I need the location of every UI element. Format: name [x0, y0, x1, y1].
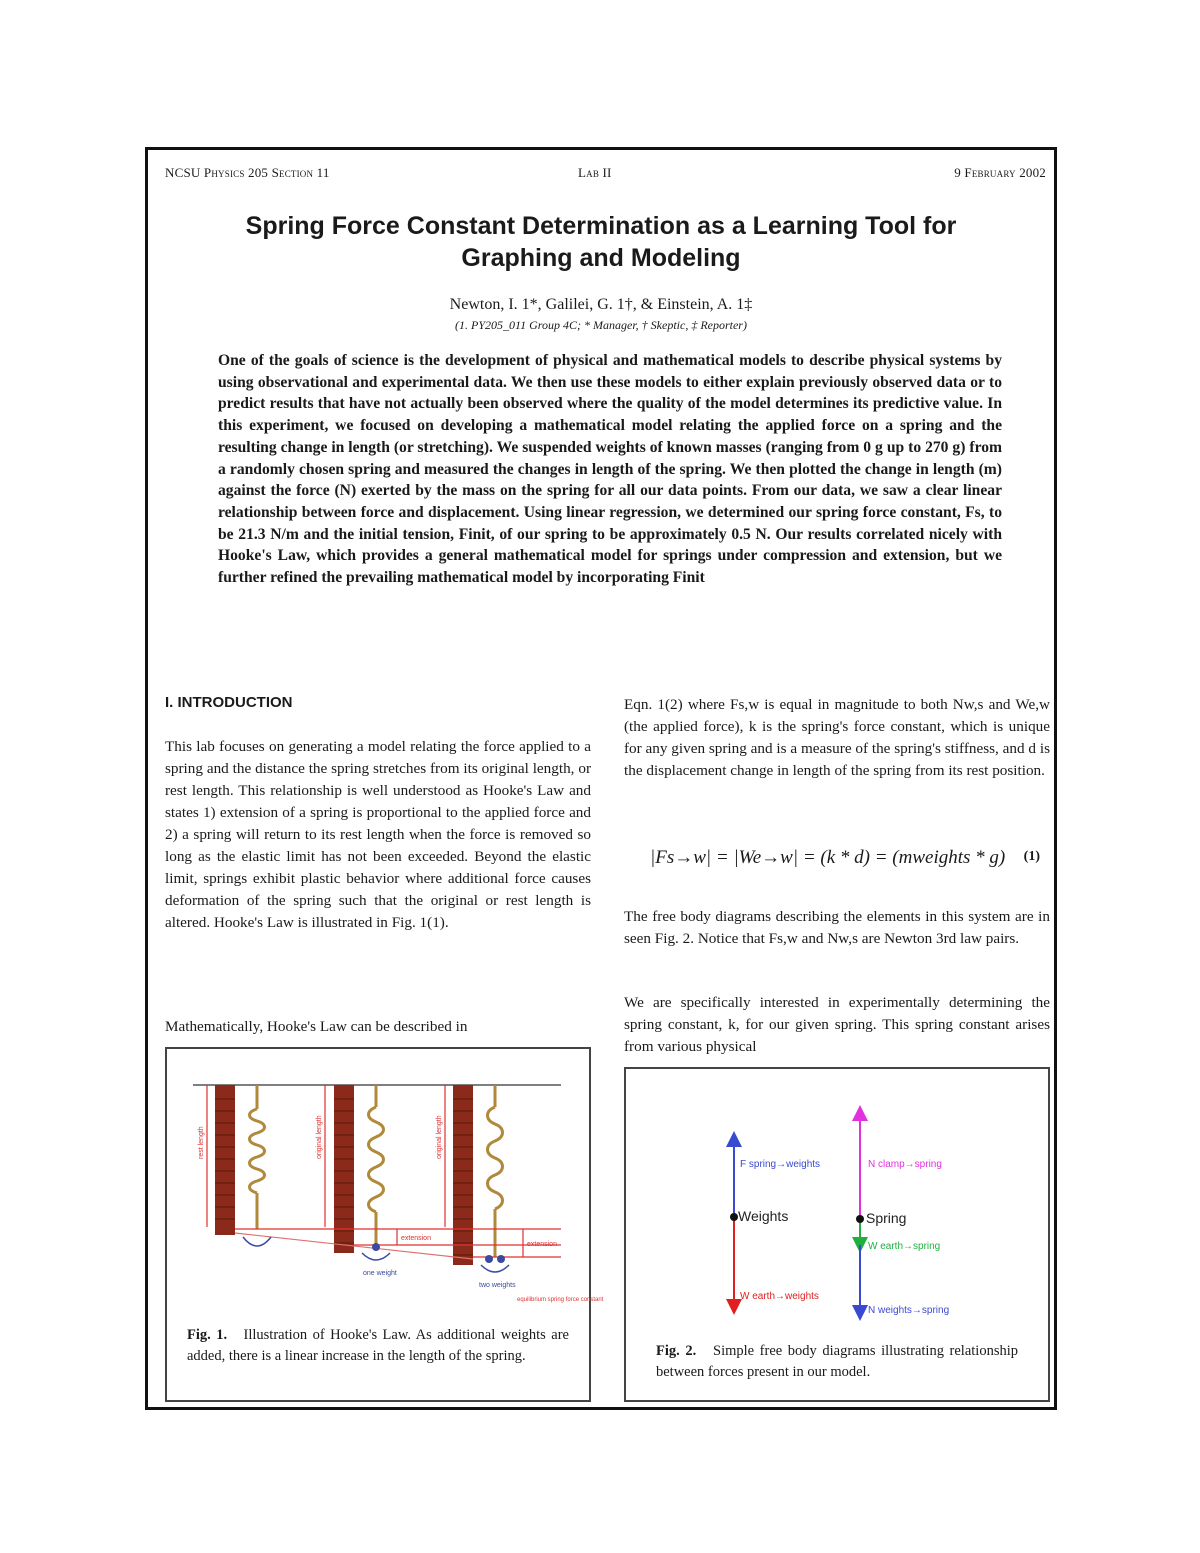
label-original-length: original length: [316, 1115, 323, 1159]
measurement-lines: [207, 1085, 561, 1259]
label-extension-2: extension: [527, 1241, 557, 1248]
intro-para-4-text: The free body diagrams describing the elements in this system are in seen Fig. 2. Notice that Fs,w and Nw,s are Newton 3rd law pairs.: [624, 908, 1050, 947]
label-two-weights: two weights: [479, 1282, 516, 1289]
label-f-spring-weights: F spring→weights: [740, 1159, 821, 1170]
abstract-text: One of the goals of science is the development of physical and mathematical models to describe physical systems by using observational and experimental data. We then use these models to either explain previously observed data or to predict results that have not actually been observed where the quality of the model determines its predictive value. In this experiment, we focused on developing a mathematical model relating the applied force on a spring and the resulting change in length (or stretching). We suspended weights of known masses (ranging from 0 g up to 270 g) from a randomly chosen spring and measured the changes in length of the spring. We then plotted the change in length (m) against the force (N) exerted by the mass on the spring for all our data points. From our data, we saw a clear linear relationship between force and displacement. Using linear regression, we determined our spring force constant, Fs, to be 21.3 N/m and the initial tension, Finit, of our spring to be approximately 0.5 N. Our results correlated nicely with Hooke's Law, which provides a general mathematical model for springs under compression and extension, but we further refined the prevailing mathematical model by incorporating Finit: [218, 352, 1002, 587]
intro-para-5: [624, 992, 1050, 1058]
paper-title: [148, 210, 1054, 274]
figure-1-caption: [187, 1325, 569, 1367]
spring-3: [488, 1085, 503, 1257]
weight-2a: [485, 1255, 493, 1263]
label-original-length-3: original length: [436, 1115, 443, 1159]
empty-hanger: [243, 1237, 271, 1246]
figure-1: [165, 1047, 604, 1402]
label-one-weight: one weight: [363, 1270, 397, 1277]
intro-para-3: [624, 694, 1050, 782]
ruler-wall-1: [215, 1085, 235, 1235]
figure-2-caption: [656, 1341, 1018, 1383]
hookes-law-illustration: [167, 1049, 604, 1314]
figure-2-caption-text: Simple free body diagrams illustrating relationship between forces present in our model.: [656, 1343, 1018, 1380]
ruler-wall-3: [453, 1085, 473, 1265]
authors: Newton, I. 1*, Galilei, G. 1†, & Einstein, A. 1‡: [449, 296, 753, 313]
label-spring: Spring: [866, 1210, 907, 1226]
figure-1-caption-text: Illustration of Hooke's Law. As additional weights are added, there is a linear increase in the length of the spring.: [187, 1327, 569, 1364]
figure-2-caption-label: Fig. 2.: [656, 1343, 697, 1359]
label-w-earth-weights: W earth→weights: [740, 1291, 819, 1302]
hanger-one-weight: [362, 1253, 390, 1260]
spring-point: [856, 1215, 864, 1223]
label-n-weights-spring: N weights→spring: [868, 1305, 950, 1316]
label-extension-1: extension: [401, 1235, 431, 1242]
label-weights: Weights: [738, 1208, 789, 1224]
equation-1: [624, 845, 1050, 879]
weight-2b: [497, 1255, 505, 1263]
weight-1: [372, 1243, 380, 1251]
intro-para-1-text: This lab focuses on generating a model relating the force applied to a spring and the distance the spring stretches from its original length, or rest length. This relationship is well understood as Hooke's Law and states 1) extension of a spring is proportional to the applied force and 2) a spring will return to its rest length when the force is removed so long as the elastic limit has not been exceeded. Beyond the elastic limit, springs exhibit plastic behavior where additional force causes deformation of the spring such that the original or rest length is altered. Hooke's Law is illustrated in Fig. 1(1).: [165, 738, 591, 931]
section-heading: I. INTRODUCTION: [165, 694, 293, 711]
label-n-clamp-spring: N clamp→spring: [868, 1159, 942, 1170]
free-body-diagrams: [626, 1069, 1048, 1319]
intro-para-3-text: Eqn. 1(2) where Fs,w is equal in magnitude to both Nw,s and We,w (the applied force), k is the spring's force constant, which is unique for any given spring and is a measure of the spring's stiffness, and d is the displacement change in length of the spring from its rest position.: [624, 696, 1050, 779]
label-w-earth-spring: W earth→spring: [868, 1241, 941, 1252]
spring-1: [250, 1085, 265, 1229]
equation-text: |Fs→w| = |We→w| = (k * d) = (mweights * g): [650, 847, 1006, 868]
label-equilibrium: equilibrium spring force constant: [517, 1297, 604, 1303]
intro-para-4: [624, 906, 1050, 950]
intro-para-2-text: Mathematically, Hooke's Law can be described in: [165, 1018, 468, 1035]
title-text: Spring Force Constant Determination as a Learning Tool for Graphing and Modeling: [245, 212, 957, 272]
intro-para-5-text: We are specifically interested in experimentally determining the spring constant, k, for our given spring. This spring constant arises from various physical: [624, 994, 1050, 1055]
intro-para-2: [165, 1016, 591, 1038]
hanger-two-weights: [481, 1265, 509, 1272]
equation-number: (1): [1023, 849, 1040, 864]
label-rest-length: rest length: [198, 1126, 205, 1159]
abstract: [218, 350, 1002, 589]
paper-page: [145, 147, 1057, 1410]
figure-1-caption-label: Fig. 1.: [187, 1327, 228, 1343]
header-center: Lab II: [578, 165, 612, 180]
ruler-wall-2: [334, 1085, 354, 1253]
intro-para-1: [165, 736, 591, 934]
header-right: 9 February 2002: [954, 165, 1046, 180]
figure-2: [624, 1067, 1050, 1402]
header-left: NCSU Physics 205 Section 11: [165, 165, 330, 180]
affiliation: (1. PY205_011 Group 4C; * Manager, † Skeptic, ‡ Reporter): [455, 318, 747, 332]
spring-2: [369, 1085, 384, 1245]
weights-point: [730, 1213, 738, 1221]
